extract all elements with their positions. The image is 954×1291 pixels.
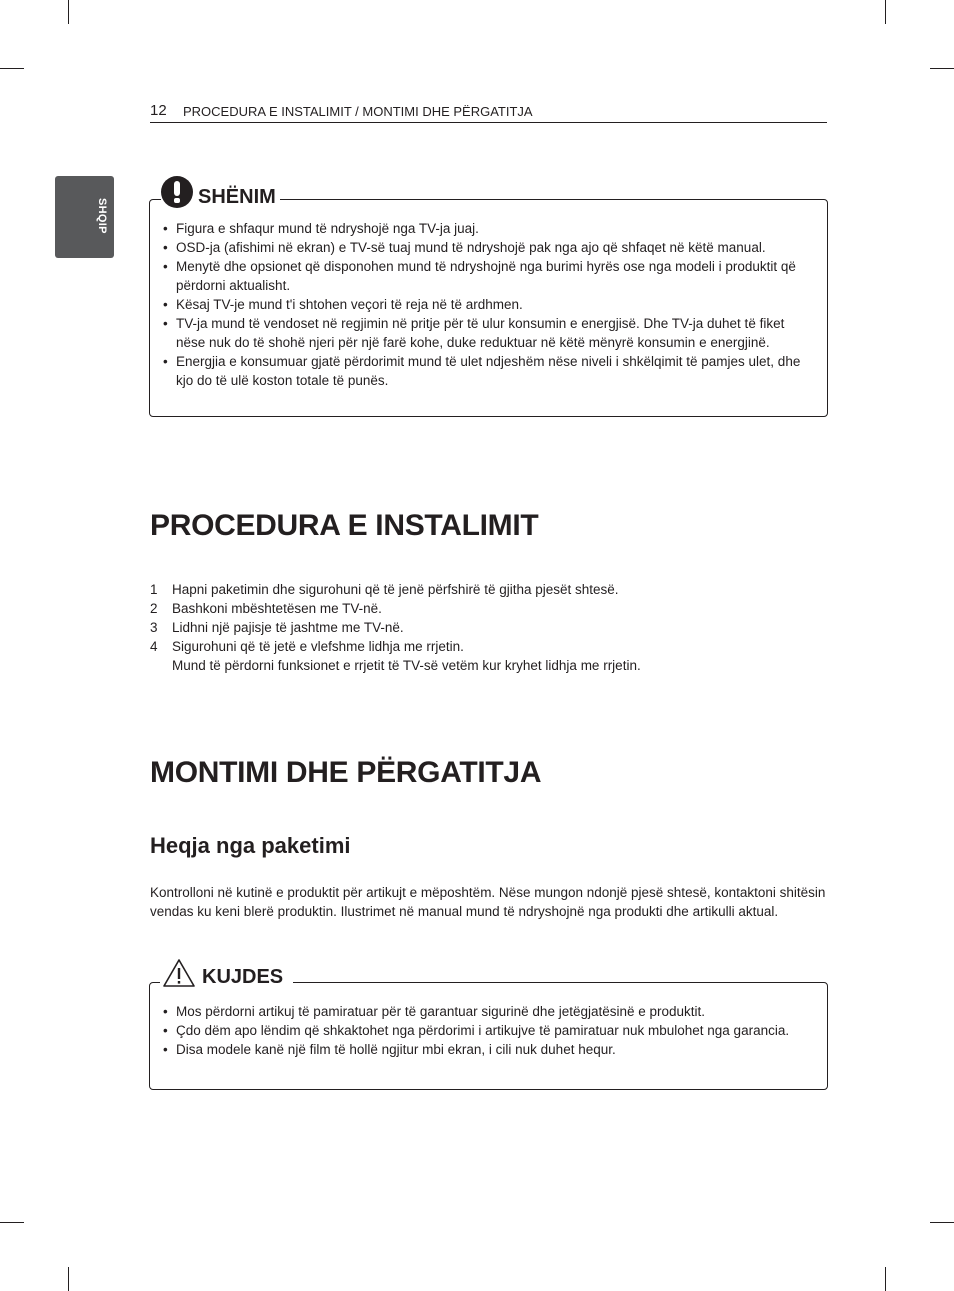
note-list: [163, 219, 815, 390]
subsection-title: Heqja nga paketimi: [150, 833, 351, 858]
step-text: Hapni paketimin dhe sigurohuni që të jenë përfshirë të gjitha pjesët shtesë.: [172, 582, 619, 597]
crop-mark: [930, 1222, 954, 1223]
exclamation-circle-icon: [161, 176, 193, 208]
note-item: • OSD-ja (afishimi në ekran) e TV-së tuaj mund të ndryshojë pak nga ajo që shfaqet në këtë manual.: [163, 238, 815, 257]
running-head: PROCEDURA E INSTALIMIT / MONTIMI DHE PËRGATITJA: [183, 104, 533, 119]
step-item: [150, 618, 810, 637]
step-number: 3: [150, 620, 158, 635]
unpacking-paragraph: Kontrolloni në kutinë e produktit për artikujt e mëposhtëm. Nëse mungon ndonjë pjesë shtesë, kontaktoni shitësin vendas ku keni blerë produktin. Ilustrimet në manual mund të ndryshojnë nga produkti dhe artikulli aktual.: [150, 885, 826, 919]
step-number: 1: [150, 582, 158, 597]
caution-header: [160, 958, 293, 988]
page-header: [150, 102, 827, 123]
step-number: 2: [150, 601, 158, 616]
note-item: • Figura e shfaqur mund të ndryshojë nga TV-ja juaj.: [163, 219, 815, 238]
caution-item: • Mos përdorni artikuj të pamiratuar për të garantuar sigurinë dhe jetëgjatësinë e produktit.: [163, 1002, 815, 1021]
section-title-assembly: MONTIMI DHE PËRGATITJA: [150, 756, 542, 789]
install-steps: [150, 580, 810, 675]
caution-item: • Çdo dëm apo lëndim që shkaktohet nga përdorimi i artikujve të pamiratuar nuk mbulohet nga garancia.: [163, 1021, 815, 1040]
step-text: Sigurohuni që të jetë e vlefshme lidhja me rrjetin.: [172, 639, 464, 654]
caution-list: [163, 1002, 815, 1059]
crop-mark: [930, 68, 954, 69]
crop-mark: [0, 1222, 24, 1223]
step-item: [150, 580, 810, 599]
note-item: • Menytë dhe opsionet që disponohen mund të ndryshojnë nga burimi hyrës ose nga modeli i produktit që përdorni aktualisht.: [163, 257, 815, 295]
note-label: SHËNIM: [198, 186, 276, 208]
step-text: Bashkoni mbështetësen me TV-në.: [172, 601, 382, 616]
note-item: • TV-ja mund të vendoset në regjimin në pritje për të ulur konsumin e energjisë. Dhe TV-ja duhet të fiket nëse nuk do të shohë njeri për një farë kohe, duke reduktuar në këtë mënyrë konsumin e energjinë.: [163, 314, 815, 352]
note-header: [161, 176, 280, 208]
crop-mark: [0, 68, 24, 69]
step-item: [150, 637, 810, 675]
language-tab-label: SHQIP: [96, 198, 108, 234]
crop-mark: [885, 1267, 886, 1291]
step-item: [150, 599, 810, 618]
step-text: Lidhni një pajisje të jashtme me TV-në.: [172, 620, 404, 635]
caution-label: KUJDES: [202, 966, 284, 988]
crop-mark: [68, 0, 69, 24]
page-number: 12: [150, 102, 167, 119]
language-tab: [55, 176, 114, 258]
warning-triangle-icon: [162, 958, 196, 988]
step-subtext: Mund të përdorni funksionet e rrjetit të TV-së vetëm kur kryhet lidhja me rrjetin.: [172, 658, 641, 673]
step-number: 4: [150, 639, 158, 654]
note-item: • Energjia e konsumuar gjatë përdorimit mund të ulet ndjeshëm nëse niveli i shkëlqimit të pamjes ulet, dhe kjo do të ulë koston totale të punës.: [163, 352, 815, 390]
crop-mark: [885, 0, 886, 24]
caution-item: • Disa modele kanë një film të hollë ngjitur mbi ekran, i cili nuk duhet hequr.: [163, 1040, 815, 1059]
crop-mark: [68, 1267, 69, 1291]
section-title-install: PROCEDURA E INSTALIMIT: [150, 509, 539, 542]
note-item: • Kësaj TV-je mund t'i shtohen veçori të reja në të ardhmen.: [163, 295, 815, 314]
